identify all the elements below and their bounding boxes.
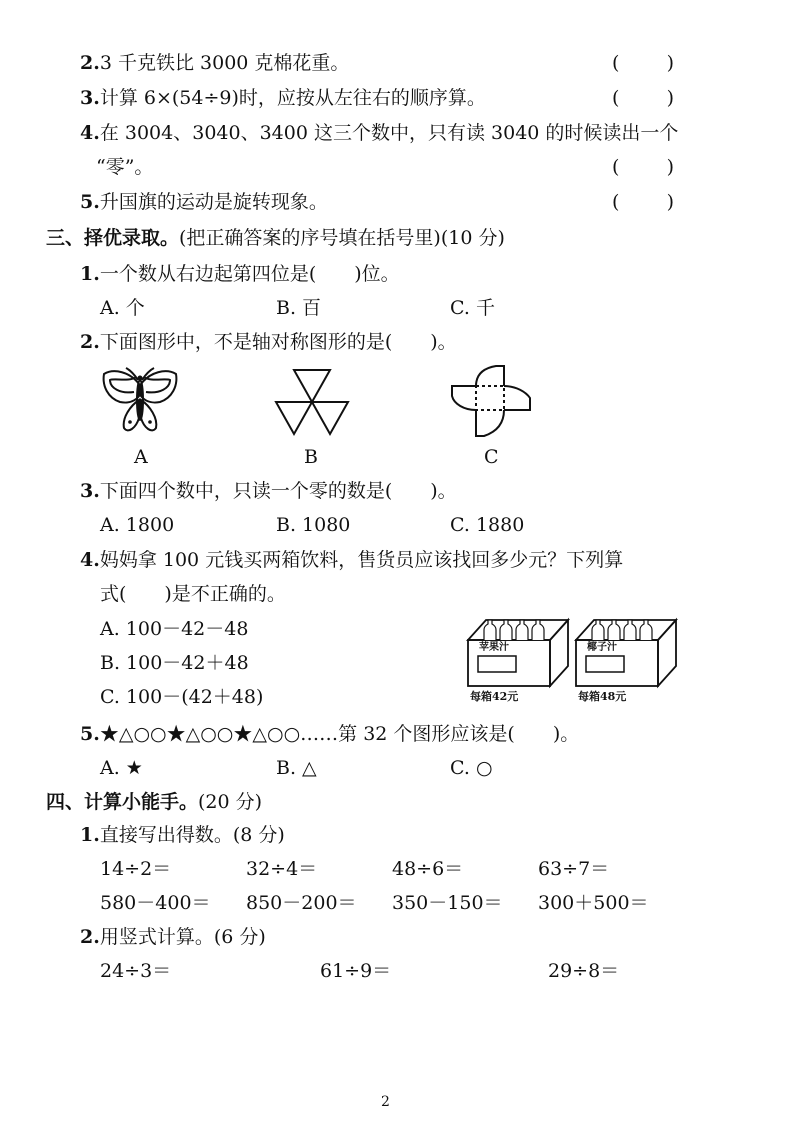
figure-label-b: B (304, 446, 318, 468)
vertical-calc-item[interactable]: 24÷3＝ (100, 960, 172, 982)
judge-item-4-cont: “零”。 (96, 156, 154, 178)
coconut-juice-label: 椰子汁 (587, 642, 617, 653)
sec3-q3-opt-a[interactable]: A. 1800 (100, 514, 175, 536)
calc-item[interactable]: 850－200＝ (246, 892, 357, 914)
sec3-q4-cont: 式( )是不正确的。 (100, 583, 286, 605)
sec3-q5: 5.★△○○★△○○★△○○……第 32 个图形应该是( )。 (80, 723, 580, 745)
sec3-q1-opt-c[interactable]: C. 千 (450, 297, 495, 319)
judge-item-3: 3.计算 6×(54÷9)时，应按从左往右的顺序算。 (80, 87, 486, 109)
answer-paren-4[interactable]: ( ) (612, 156, 674, 178)
figure-label-c: C (484, 446, 499, 468)
calc-item[interactable]: 580－400＝ (100, 892, 211, 914)
sec3-q3: 3.下面四个数中，只读一个零的数是( )。 (80, 480, 457, 502)
sec4-q2: 2.用竖式计算。(6 分) (80, 926, 266, 948)
calc-item[interactable]: 48÷6＝ (392, 858, 464, 880)
butterfly-figure[interactable] (100, 366, 180, 438)
pinwheel-figure[interactable] (450, 364, 534, 440)
figure-label-a: A (134, 446, 148, 468)
sec3-q4-opt-b[interactable]: B. 100－42＋48 (100, 652, 249, 674)
sec3-q5-opt-a[interactable]: A. ★ (100, 757, 143, 779)
triangles-figure[interactable] (276, 368, 348, 438)
sec3-q4-opt-c[interactable]: C. 100－(42＋48) (100, 686, 264, 708)
vertical-calc-item[interactable]: 61÷9＝ (320, 960, 392, 982)
apple-juice-label: 苹果汁 (479, 642, 509, 653)
sec3-q4: 4.妈妈拿 100 元钱买两箱饮料，售货员应该找回多少元？下列算 (80, 549, 624, 571)
section-4-heading: 四、计算小能手。(20 分) (46, 791, 263, 813)
page-number: 2 (381, 1094, 390, 1110)
apple-juice-price: 每箱42元 (470, 690, 519, 703)
sec3-q1: 1.一个数从右边起第四位是( )位。 (80, 263, 400, 285)
calc-item[interactable]: 300＋500＝ (538, 892, 649, 914)
sec3-q1-opt-a[interactable]: A. 个 (100, 297, 145, 319)
answer-paren-2[interactable]: ( ) (612, 52, 674, 74)
sec3-q1-opt-b[interactable]: B. 百 (276, 297, 322, 319)
judge-item-4: 4.在 3004、3040、3400 这三个数中，只有读 3040 的时候读出一个 (80, 122, 679, 144)
calc-item[interactable]: 63÷7＝ (538, 858, 610, 880)
judge-item-5: 5.升国旗的运动是旋转现象。 (80, 191, 328, 213)
calc-item[interactable]: 350－150＝ (392, 892, 503, 914)
sec3-q2: 2.下面图形中，不是轴对称图形的是( )。 (80, 331, 457, 353)
calc-item[interactable]: 32÷4＝ (246, 858, 318, 880)
sec3-q5-opt-b[interactable]: B. △ (276, 757, 317, 779)
sec3-q5-opt-c[interactable]: C. ○ (450, 757, 493, 779)
answer-paren-3[interactable]: ( ) (612, 87, 674, 109)
sec4-q1: 1.直接写出得数。(8 分) (80, 824, 285, 846)
sec3-q3-opt-b[interactable]: B. 1080 (276, 514, 351, 536)
sec3-q3-opt-c[interactable]: C. 1880 (450, 514, 525, 536)
answer-paren-5[interactable]: ( ) (612, 191, 674, 213)
section-3-heading: 三、择优录取。(把正确答案的序号填在括号里)(10 分) (46, 227, 505, 249)
vertical-calc-item[interactable]: 29÷8＝ (548, 960, 620, 982)
sec3-q4-opt-a[interactable]: A. 100－42－48 (100, 618, 249, 640)
calc-item[interactable]: 14÷2＝ (100, 858, 172, 880)
judge-item-2: 2.3 千克铁比 3000 克棉花重。 (80, 52, 350, 74)
coconut-juice-price: 每箱48元 (578, 690, 627, 703)
